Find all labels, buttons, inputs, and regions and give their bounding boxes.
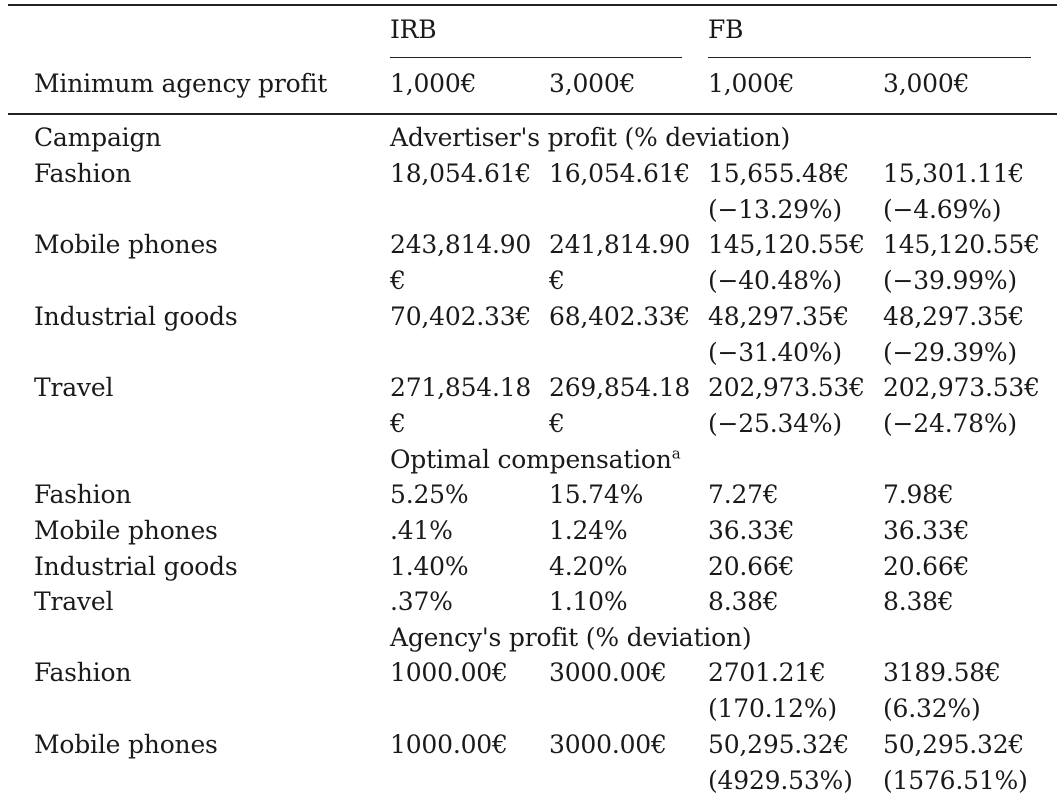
header-col-fb-2: 3,000€ [883, 69, 970, 98]
adv-row-label: Mobile phones [34, 230, 218, 259]
adv-cell: 241,814.90 [549, 230, 691, 259]
agency-cell: 1000.00€ [390, 730, 508, 759]
comp-cell: 1.24% [549, 516, 628, 545]
adv-deviation: (−25.34%) [708, 409, 842, 438]
agency-deviation: (4929.53%) [708, 766, 853, 795]
section-title-agency: Agency's profit (% deviation) [390, 623, 752, 652]
comp-cell: 36.33€ [883, 516, 970, 545]
agency-deviation: (1576.51%) [883, 766, 1028, 795]
comp-cell: 1.40% [390, 552, 469, 581]
section-title-compensation [390, 442, 680, 478]
adv-cell: 16,054.61€ [549, 159, 691, 188]
fb-group-rule [708, 57, 1031, 58]
agency-row-label: Mobile phones [34, 730, 218, 759]
adv-cell: 15,655.48€ [708, 159, 850, 188]
top-rule [8, 4, 1057, 6]
adv-deviation: (−39.99%) [883, 266, 1017, 295]
footnote-marker: a [671, 444, 681, 463]
adv-cell: 202,973.53€ [708, 373, 865, 402]
agency-cell: 50,295.32€ [708, 730, 850, 759]
adv-cell-continuation: € [549, 266, 565, 295]
agency-cell: 50,295.32€ [883, 730, 1025, 759]
campaign-label: Campaign [34, 123, 162, 152]
agency-cell: 1000.00€ [390, 658, 508, 687]
header-group-irb: IRB [390, 15, 437, 44]
adv-row-label: Travel [34, 373, 114, 402]
comp-cell: 7.27€ [708, 480, 779, 509]
adv-cell: 68,402.33€ [549, 302, 691, 331]
compensation-title-text: Optimal compensation [390, 445, 672, 474]
adv-cell: 48,297.35€ [883, 302, 1025, 331]
comp-cell: 20.66€ [708, 552, 795, 581]
adv-cell: 18,054.61€ [390, 159, 532, 188]
adv-cell: 15,301.11€ [883, 159, 1025, 188]
section-title-advertiser: Advertiser's profit (% deviation) [390, 123, 791, 152]
adv-deviation: (−40.48%) [708, 266, 842, 295]
adv-cell: 202,973.53€ [883, 373, 1040, 402]
comp-row-label: Fashion [34, 480, 132, 509]
agency-row-label: Fashion [34, 658, 132, 687]
comp-row-label: Mobile phones [34, 516, 218, 545]
header-group-fb: FB [708, 15, 744, 44]
agency-deviation: (170.12%) [708, 694, 837, 723]
adv-cell: 243,814.90 [390, 230, 532, 259]
header-col-irb-1: 1,000€ [390, 69, 477, 98]
header-row-label: Minimum agency profit [34, 69, 328, 98]
comp-cell: 7.98€ [883, 480, 954, 509]
adv-cell: 145,120.55€ [883, 230, 1040, 259]
adv-cell: 145,120.55€ [708, 230, 865, 259]
adv-cell-continuation: € [549, 409, 565, 438]
adv-cell: 48,297.35€ [708, 302, 850, 331]
agency-cell: 3000.00€ [549, 658, 667, 687]
adv-deviation: (−24.78%) [883, 409, 1017, 438]
agency-deviation: (6.32%) [883, 694, 981, 723]
comp-cell: 4.20% [549, 552, 628, 581]
adv-cell: 271,854.18 [390, 373, 532, 402]
adv-deviation: (−31.40%) [708, 338, 842, 367]
adv-deviation: (−29.39%) [883, 338, 1017, 367]
adv-deviation: (−13.29%) [708, 195, 842, 224]
adv-cell: 70,402.33€ [390, 302, 532, 331]
adv-row-label: Fashion [34, 159, 132, 188]
comp-cell: .41% [390, 516, 453, 545]
adv-cell-continuation: € [390, 266, 406, 295]
adv-cell: 269,854.18 [549, 373, 691, 402]
adv-row-label: Industrial goods [34, 302, 238, 331]
adv-cell-continuation: € [390, 409, 406, 438]
comp-row-label: Industrial goods [34, 552, 238, 581]
comp-cell: 20.66€ [883, 552, 970, 581]
agency-cell: 2701.21€ [708, 658, 826, 687]
comp-cell: .37% [390, 587, 453, 616]
comp-cell: 15.74% [549, 480, 644, 509]
agency-cell: 3189.58€ [883, 658, 1001, 687]
comp-cell: 8.38€ [708, 587, 779, 616]
comp-row-label: Travel [34, 587, 114, 616]
agency-cell: 3000.00€ [549, 730, 667, 759]
adv-deviation: (−4.69%) [883, 195, 1002, 224]
header-bottom-rule [8, 113, 1057, 115]
comp-cell: 8.38€ [883, 587, 954, 616]
comp-cell: 36.33€ [708, 516, 795, 545]
header-col-fb-1: 1,000€ [708, 69, 795, 98]
comp-cell: 1.10% [549, 587, 628, 616]
irb-group-rule [390, 57, 682, 58]
comp-cell: 5.25% [390, 480, 469, 509]
header-col-irb-2: 3,000€ [549, 69, 636, 98]
